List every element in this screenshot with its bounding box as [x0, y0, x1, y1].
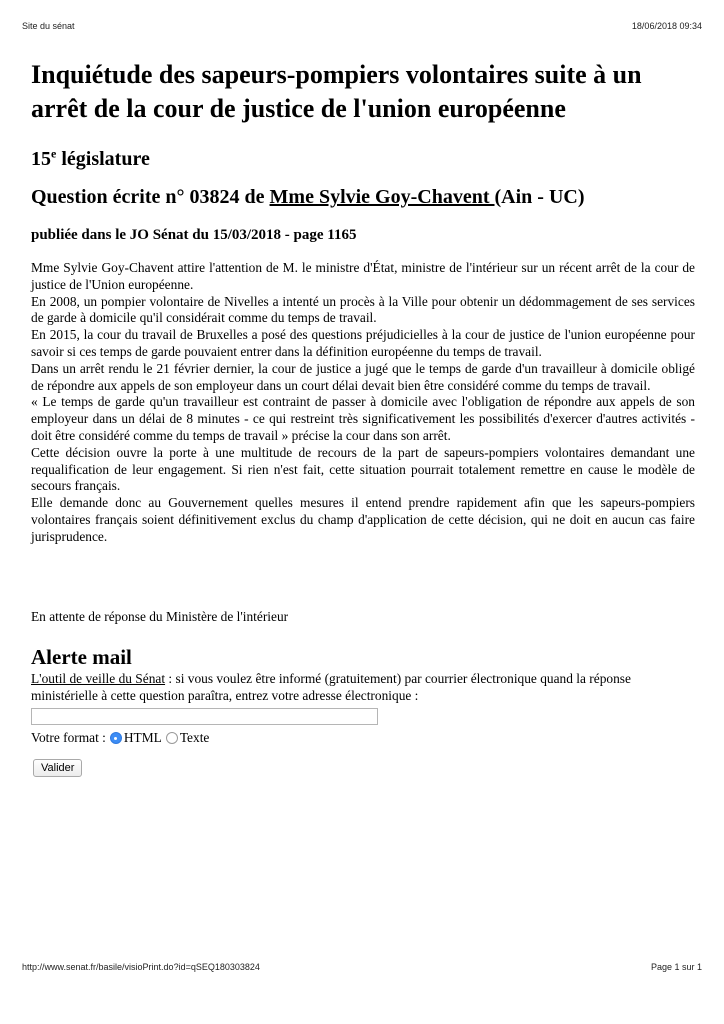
print-header-datetime: 18/06/2018 09:34 — [631, 21, 702, 31]
legislature-label: législature — [56, 148, 150, 170]
paragraph: « Le temps de garde qu'un travailleur est contraint de passer à domicile avec l'obligation de répondre aux appels de son employeur dans un délai de 8 minutes - ce qui restreint très significativement les possibilités d'exercer d'autres activités - doit être considéré comme du temps de travail » précise la cour dans son arrêt. — [31, 394, 695, 443]
paragraph: Mme Sylvie Goy-Chavent attire l'attention de M. le ministre d'État, ministre de l'intérieur sur un récent arrêt de la cour de justice de l'Union européenne. — [31, 260, 695, 292]
document-content — [31, 58, 695, 777]
paragraph: Elle demande donc au Gouvernement quelles mesures il entend prendre rapidement afin que les sapeurs-pompiers volontaires français soient définitivement exclus du champ d'application de cette décision, qui ne doit en aucun cas faire jurisprudence. — [31, 495, 695, 544]
submit-button[interactable]: Valider — [33, 759, 82, 777]
paragraph: En 2015, la cour du travail de Bruxelles a posé des questions préjudicielles à la cour de justice de l'union européenne pour savoir si ces temps de garde pouvaient entrer dans la définition européenne du temps de travail. — [31, 327, 695, 359]
format-option-html[interactable]: HTML — [123, 729, 162, 745]
format-radio-texte[interactable] — [166, 732, 178, 744]
publication-info: publiée dans le JO Sénat du 15/03/2018 - page 1165 — [31, 227, 357, 243]
question-prefix: Question écrite n° 03824 de — [31, 186, 270, 208]
legislature-ordinal: e — [51, 146, 57, 161]
author-link[interactable]: Mme Sylvie Goy-Chavent — [269, 186, 495, 208]
alert-title: Alerte mail — [31, 644, 132, 669]
paragraph: Cette décision ouvre la porte à une multitude de recours de la part de sapeurs-pompiers volontaires demandant une requalification de leur engagement. Si rien n'est fait, cette situation pourrait totalement remettre en cause le modèle de secours français. — [31, 444, 695, 494]
alert-intro-text: : si vous voulez être informé (gratuitement) par courrier électronique quand la réponse ministérielle à cette question paraîtra, entrez votre adresse électronique : — [31, 670, 631, 703]
question-heading — [31, 184, 695, 210]
answer-status: En attente de réponse du Ministère de l'intérieur — [31, 608, 289, 624]
format-label: Votre format : — [31, 729, 106, 745]
alert-intro — [31, 670, 695, 704]
legislature-heading — [31, 146, 695, 172]
watch-tool-link[interactable]: L'outil de veille du Sénat — [31, 670, 166, 686]
legislature-number: 15 — [31, 148, 51, 170]
paragraph: Dans un arrêt rendu le 21 février dernier, la cour de justice a jugé que le temps de garde d'un travailleur à domicile obligé de répondre aux appels de son employeur dans un court délai devait bien être considéré comme du temps de travail. — [31, 360, 695, 393]
print-footer-url: http://www.senat.fr/basile/visioPrint.do?id=qSEQ180303824 — [22, 962, 260, 972]
page-title: Inquiétude des sapeurs-pompiers volontaires suite à un arrêt de la cour de justice de l'union européenne — [31, 60, 642, 123]
format-option-texte[interactable]: Texte — [179, 729, 210, 745]
email-input[interactable] — [31, 708, 378, 725]
format-radio-html[interactable] — [110, 732, 122, 744]
print-header-site: Site du sénat — [22, 21, 75, 31]
print-footer-page: Page 1 sur 1 — [650, 962, 702, 972]
question-body — [31, 260, 695, 546]
format-selector — [31, 729, 695, 746]
question-suffix: (Ain - UC) — [494, 186, 585, 208]
paragraph: En 2008, un pompier volontaire de Nivelles a intenté un procès à la Ville pour obtenir un dédommagement de ses services de garde à domicile qu'il considérait comme du temps de travail. — [31, 293, 695, 326]
